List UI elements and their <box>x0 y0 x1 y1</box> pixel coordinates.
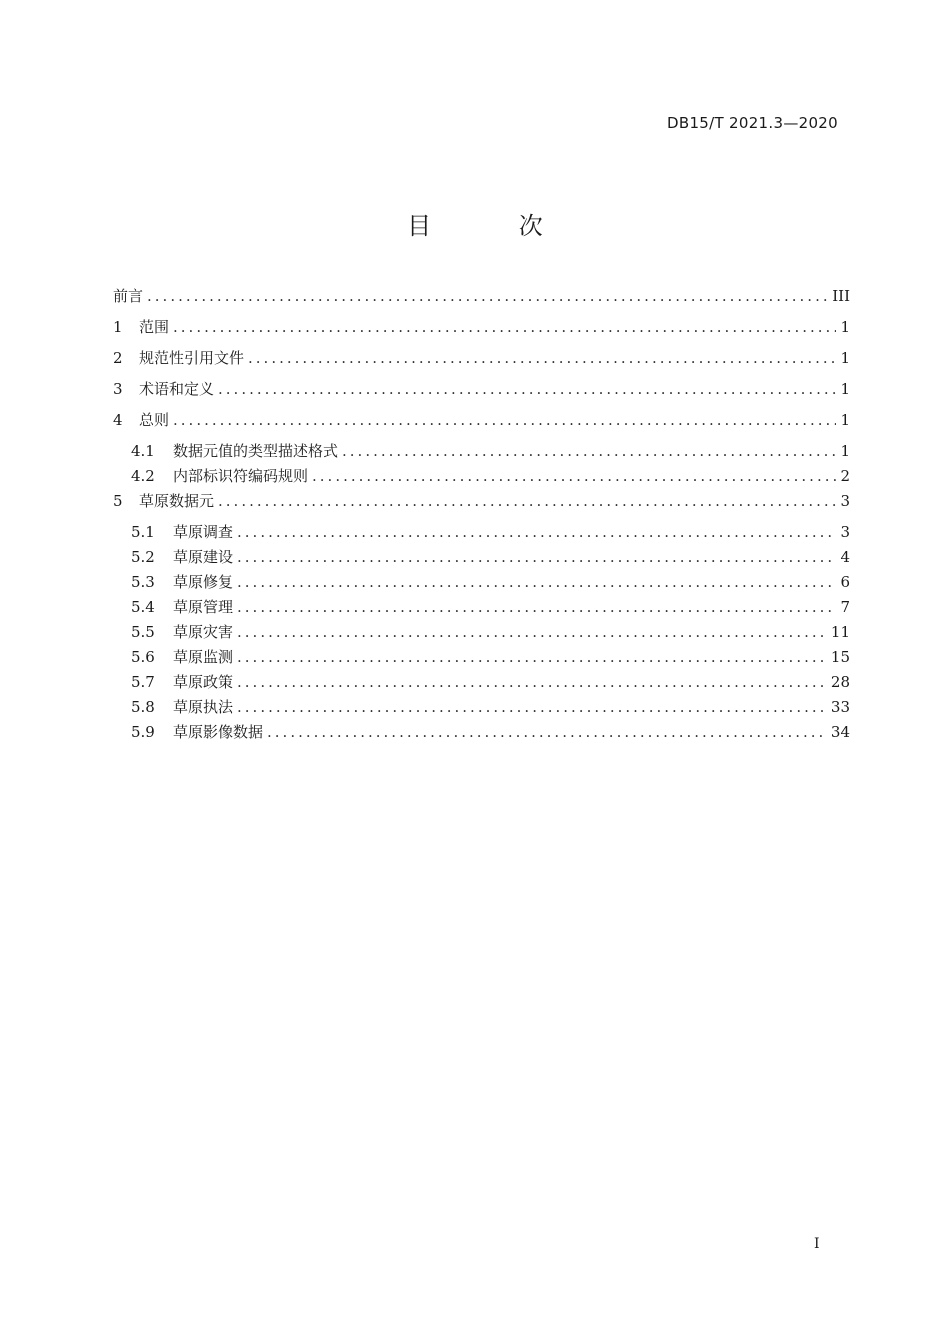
toc-entry-label: 草原灾害 <box>173 623 234 641</box>
toc-entry[interactable] <box>113 671 850 696</box>
toc-entry-label: 内部标识符编码规则 <box>173 467 309 485</box>
toc-entry-label: 草原影像数据 <box>173 723 264 741</box>
standard-code: DB15/T 2021.3—2020 <box>667 114 838 132</box>
toc-entry-page: 2 <box>840 467 850 485</box>
toc-entry[interactable] <box>113 285 850 316</box>
toc-entry-label: 前言 <box>113 287 144 305</box>
toc-entry-label: 草原修复 <box>173 573 234 591</box>
toc-entry-page: III <box>832 287 850 305</box>
dot-leader <box>218 380 836 398</box>
toc-entry-label: 草原监测 <box>173 648 234 666</box>
toc-entry-label: 草原调查 <box>173 523 234 541</box>
dot-leader <box>237 523 836 541</box>
toc-entry-page: 1 <box>840 411 850 429</box>
dot-leader <box>312 467 836 485</box>
toc-entry[interactable] <box>113 621 850 646</box>
toc-entry-page: 1 <box>840 318 850 336</box>
toc-entry-number: 2 <box>113 349 123 367</box>
dot-leader <box>237 623 827 641</box>
dot-leader <box>248 349 836 367</box>
page-title: 目 次 <box>407 212 583 240</box>
dot-leader <box>267 723 827 741</box>
toc-entry-label: 草原政策 <box>173 673 234 691</box>
dot-leader <box>342 442 836 460</box>
toc-entry[interactable] <box>113 347 850 378</box>
dot-leader <box>147 287 828 305</box>
toc-entry[interactable] <box>113 465 850 490</box>
toc-entry[interactable] <box>113 409 850 440</box>
toc-entry-page: 6 <box>840 573 850 591</box>
toc-entry-label: 总则 <box>139 411 170 429</box>
toc-entry-number: 1 <box>113 318 123 336</box>
toc-entry-number: 4.1 <box>131 442 155 460</box>
toc-entry[interactable] <box>113 521 850 546</box>
toc-entry-label: 数据元值的类型描述格式 <box>173 442 339 460</box>
toc-entry-page: 1 <box>840 442 850 460</box>
toc-entry-label: 术语和定义 <box>139 380 215 398</box>
toc-entry-number: 4 <box>113 411 123 429</box>
dot-leader <box>237 698 827 716</box>
toc-entry-label: 范围 <box>139 318 170 336</box>
toc-entry[interactable] <box>113 721 850 746</box>
toc-entry-number: 5.3 <box>131 573 155 591</box>
dot-leader <box>237 598 836 616</box>
toc-entry-number: 5.2 <box>131 548 155 566</box>
toc-entry-page: 34 <box>830 723 850 741</box>
toc-entry[interactable] <box>113 571 850 596</box>
toc-entry-number: 3 <box>113 380 123 398</box>
toc-entry-page: 4 <box>840 548 850 566</box>
page-number: I <box>814 1236 820 1252</box>
toc-entry-page: 7 <box>840 598 850 616</box>
toc-entry[interactable] <box>113 378 850 409</box>
toc-entry[interactable] <box>113 490 850 521</box>
table-of-contents <box>113 285 850 746</box>
dot-leader <box>237 573 836 591</box>
toc-entry-page: 28 <box>830 673 850 691</box>
toc-entry-page: 1 <box>840 349 850 367</box>
toc-entry-number: 5.7 <box>131 673 155 691</box>
toc-entry-page: 11 <box>830 623 850 641</box>
dot-leader <box>237 548 836 566</box>
toc-entry[interactable] <box>113 440 850 465</box>
toc-entry-page: 3 <box>840 492 850 510</box>
toc-entry-number: 5.1 <box>131 523 155 541</box>
toc-entry-number: 4.2 <box>131 467 155 485</box>
toc-entry[interactable] <box>113 646 850 671</box>
toc-entry[interactable] <box>113 596 850 621</box>
toc-entry-number: 5.5 <box>131 623 155 641</box>
toc-entry-page: 1 <box>840 380 850 398</box>
toc-entry-number: 5 <box>113 492 123 510</box>
toc-entry-page: 3 <box>840 523 850 541</box>
toc-entry-number: 5.6 <box>131 648 155 666</box>
toc-entry[interactable] <box>113 696 850 721</box>
dot-leader <box>237 648 827 666</box>
toc-entry-number: 5.9 <box>131 723 155 741</box>
toc-entry-label: 草原数据元 <box>139 492 215 510</box>
dot-leader <box>173 411 836 429</box>
toc-entry-label: 草原管理 <box>173 598 234 616</box>
dot-leader <box>237 673 827 691</box>
toc-entry-label: 草原建设 <box>173 548 234 566</box>
dot-leader <box>173 318 836 336</box>
toc-entry[interactable] <box>113 316 850 347</box>
dot-leader <box>218 492 836 510</box>
toc-entry-page: 33 <box>830 698 850 716</box>
toc-entry-label: 草原执法 <box>173 698 234 716</box>
toc-entry-number: 5.8 <box>131 698 155 716</box>
toc-entry-page: 15 <box>830 648 850 666</box>
toc-entry-label: 规范性引用文件 <box>139 349 245 367</box>
toc-entry-number: 5.4 <box>131 598 155 616</box>
toc-entry[interactable] <box>113 546 850 571</box>
